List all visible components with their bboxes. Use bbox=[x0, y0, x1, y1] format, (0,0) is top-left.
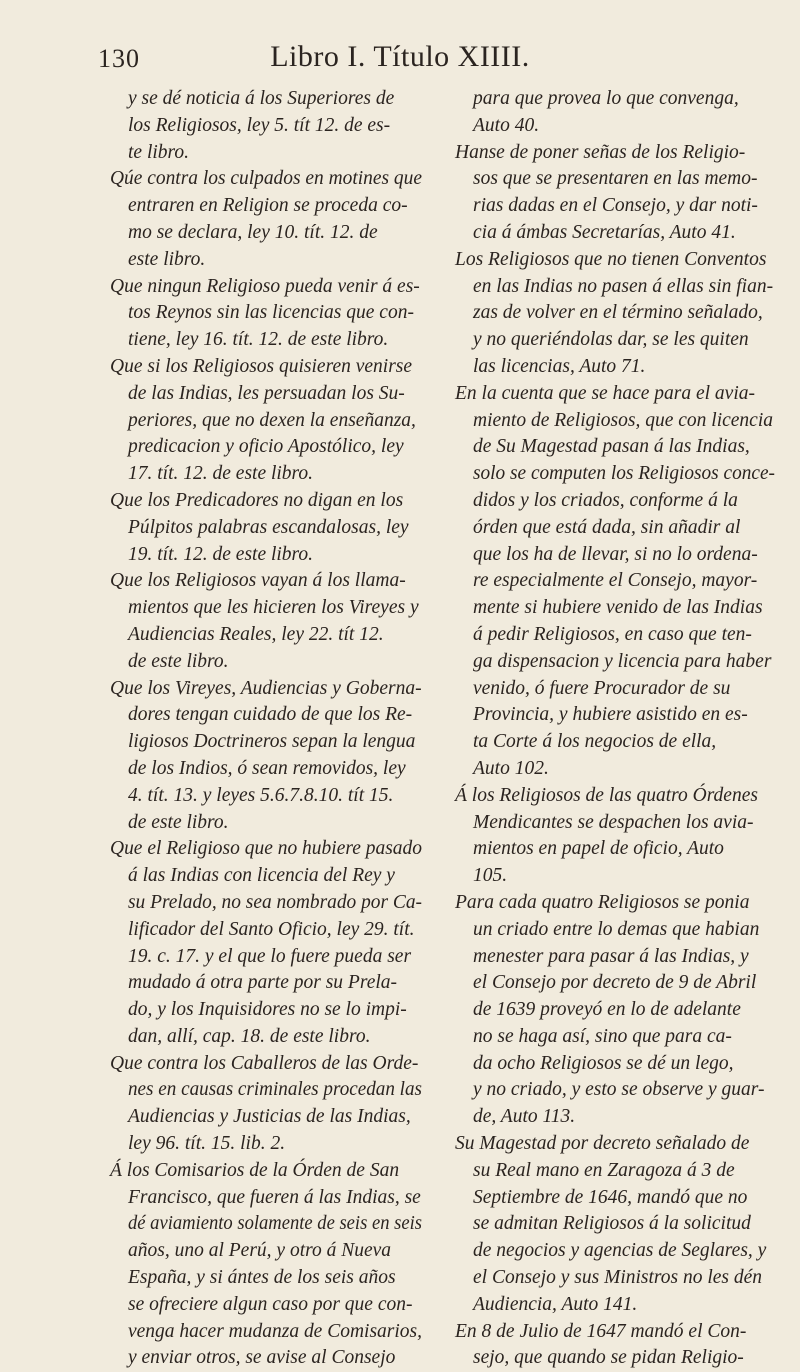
text-line: cia á ámbas Secretarías, Auto 41. bbox=[473, 221, 736, 243]
text-line: Que los Predicadores no digan en los bbox=[110, 489, 404, 511]
text-line: mo se declara, ley 10. tít. 12. de bbox=[128, 221, 378, 243]
text-line: se admitan Religiosos á la solicitud bbox=[473, 1213, 751, 1235]
text-line: de los Indios, ó sean removidos, ley bbox=[128, 757, 406, 779]
right-column bbox=[455, 86, 775, 1372]
text-line: de 1639 proveyó en lo de adelante bbox=[473, 999, 741, 1021]
text-line: para que provea lo que convenga, bbox=[473, 88, 739, 109]
text-line: menester para pasar á las Indias, y bbox=[473, 945, 749, 967]
text-line: En la cuenta que se hace para el avia- bbox=[455, 382, 755, 404]
text-line: 17. tít. 12. de este libro. bbox=[128, 463, 314, 485]
text-line: 19. tít. 12. de este libro. bbox=[128, 543, 314, 565]
text-line: Audiencias Reales, ley 22. tít 12. bbox=[128, 623, 384, 645]
text-line: Los Religiosos que no tienen Conventos bbox=[455, 248, 767, 270]
text-line: Que los Vireyes, Audiencias y Goberna- bbox=[110, 677, 422, 699]
text-line: Auto 102. bbox=[473, 757, 549, 779]
text-line: venga hacer mudanza de Comisarios, bbox=[128, 1320, 422, 1342]
text-line: Púlpitos palabras escandalosas, ley bbox=[128, 516, 409, 538]
text-line: este libro. bbox=[128, 248, 206, 270]
text-line: tiene, ley 16. tít. 12. de este libro. bbox=[128, 329, 389, 351]
page-header bbox=[0, 38, 800, 88]
text-line: 105. bbox=[473, 865, 508, 887]
text-line: los Religiosos, ley 5. tít 12. de es- bbox=[128, 114, 391, 136]
text-line: las licencias, Auto 71. bbox=[473, 355, 646, 377]
text-line: Que si los Religiosos quisieren venirse bbox=[110, 355, 413, 377]
text-line: Para cada quatro Religiosos se ponia bbox=[455, 891, 750, 913]
text-line: Audiencias y Justicias de las Indias, bbox=[128, 1106, 411, 1128]
text-line: que los ha de llevar, si no lo ordena- bbox=[473, 543, 758, 565]
text-line: predicacion y oficio Apostólico, ley bbox=[128, 436, 404, 458]
text-line: venido, ó fuere Procurador de su bbox=[473, 677, 731, 699]
text-line: ta Corte á los negocios de ella, bbox=[473, 731, 717, 753]
text-line: en las Indias no pasen á ellas sin fian- bbox=[473, 275, 774, 297]
page-number: 130 bbox=[98, 44, 140, 73]
text-line: mudado á otra parte por su Prela- bbox=[128, 972, 398, 994]
text-line: zas de volver en el término señalado, bbox=[473, 302, 763, 324]
text-line: Que el Religioso que no hubiere pasado bbox=[110, 838, 422, 860]
text-line: ligiosos Doctrineros sepan la lengua bbox=[128, 731, 416, 753]
text-line: sejo, que quando se pidan Religio- bbox=[473, 1347, 744, 1369]
text-line: y no queriéndolas dar, se les quiten bbox=[473, 329, 749, 351]
text-line: de Su Magestad pasan á las Indias, bbox=[473, 436, 750, 458]
text-line: y se dé noticia á los Superiores de bbox=[128, 88, 395, 109]
text-line: órden que está dada, sin añadir al bbox=[473, 516, 741, 538]
text-line: de este libro. bbox=[128, 650, 229, 672]
running-title: Libro I. Título XIIII. bbox=[270, 40, 530, 73]
text-line: 19. c. 17. y el que lo fuere pueda ser bbox=[128, 945, 412, 967]
text-line: te libro. bbox=[128, 141, 190, 163]
text-line: Que los Religiosos vayan á los llama- bbox=[110, 570, 406, 592]
text-line: España, y si ántes de los seis años bbox=[128, 1267, 396, 1289]
text-line: de, Auto 113. bbox=[473, 1106, 576, 1128]
text-line: entraren en Religion se proceda co- bbox=[128, 195, 408, 217]
text-line: á las Indias con licencia del Rey y bbox=[128, 865, 395, 887]
text-line: Hanse de poner señas de los Religio- bbox=[455, 141, 746, 163]
text-line: Francisco, que fueren á las Indias, se bbox=[128, 1186, 421, 1208]
text-line: dan, allí, cap. 18. de este libro. bbox=[128, 1025, 371, 1047]
text-line: nes en causas criminales procedan las bbox=[128, 1079, 422, 1101]
text-line: ley 96. tít. 15. lib. 2. bbox=[128, 1133, 286, 1155]
text-line: re especialmente el Consejo, mayor- bbox=[473, 570, 758, 592]
text-line: dé aviamiento solamente de seis en seis bbox=[128, 1213, 422, 1235]
text-line: didos y los criados, conforme á la bbox=[473, 489, 738, 511]
text-line: Septiembre de 1646, mandó que no bbox=[473, 1186, 748, 1208]
text-line: lificador del Santo Oficio, ley 29. tít. bbox=[128, 918, 415, 940]
text-line: de negocios y agencias de Seglares, y bbox=[473, 1240, 767, 1262]
text-line: mente si hubiere venido de las Indias bbox=[473, 597, 763, 619]
text-line: su Prelado, no sea nombrado por Ca- bbox=[128, 891, 422, 913]
left-column bbox=[110, 86, 422, 1372]
text-line: Mendicantes se despachen los avia- bbox=[473, 811, 754, 833]
text-line: 4. tít. 13. y leyes 5.6.7.8.10. tít 15. bbox=[128, 784, 394, 806]
text-line: solo se computen los Religiosos conce- bbox=[473, 463, 775, 485]
text-line: rias dadas en el Consejo, y dar noti- bbox=[473, 195, 758, 217]
text-line: un criado entre lo demas que habian bbox=[473, 918, 760, 940]
text-line: el Consejo por decreto de 9 de Abril bbox=[473, 972, 757, 994]
text-line: se ofreciere algun caso por que con- bbox=[128, 1293, 413, 1315]
text-line: ga dispensacion y licencia para haber bbox=[473, 650, 772, 672]
text-line: Su Magestad por decreto señalado de bbox=[455, 1133, 750, 1155]
text-line: Provincia, y hubiere asistido en es- bbox=[473, 704, 748, 726]
text-line: dores tengan cuidado de que los Re- bbox=[128, 704, 413, 726]
text-line: En 8 de Julio de 1647 mandó el Con- bbox=[455, 1320, 747, 1342]
text-line: sos que se presentaren en las memo- bbox=[473, 168, 758, 190]
text-line: Que ningun Religioso pueda venir á es- bbox=[110, 275, 420, 297]
text-line: de este libro. bbox=[128, 811, 229, 833]
text-line: y enviar otros, se avise al Consejo bbox=[128, 1347, 396, 1369]
text-line: Qúe contra los culpados en motines que bbox=[110, 168, 422, 190]
text-line: Que contra los Caballeros de las Orde- bbox=[110, 1052, 419, 1074]
text-line: periores, que no dexen la enseñanza, bbox=[128, 409, 416, 431]
text-line: Á los Religiosos de las quatro Órdenes bbox=[455, 784, 758, 806]
text-line: el Consejo y sus Ministros no les dén bbox=[473, 1267, 763, 1289]
text-line: á pedir Religiosos, en caso que ten- bbox=[473, 623, 752, 645]
text-line: y no criado, y esto se observe y guar- bbox=[473, 1079, 765, 1101]
text-line: años, uno al Perú, y otro á Nueva bbox=[128, 1240, 392, 1262]
text-line: da ocho Religiosos se dé un lego, bbox=[473, 1052, 734, 1074]
text-line: mientos que les hicieren los Vireyes y bbox=[128, 597, 419, 619]
text-line: do, y los Inquisidores no se lo impi- bbox=[128, 999, 407, 1021]
text-line: miento de Religiosos, que con licencia bbox=[473, 409, 774, 431]
text-line: Auto 40. bbox=[473, 114, 540, 136]
text-line: mientos en papel de oficio, Auto bbox=[473, 838, 724, 860]
text-line: tos Reynos sin las licencias que con- bbox=[128, 302, 414, 324]
text-line: su Real mano en Zaragoza á 3 de bbox=[473, 1159, 735, 1181]
text-line: Á los Comisarios de la Órden de San bbox=[110, 1159, 400, 1181]
text-line: no se haga así, sino que para ca- bbox=[473, 1025, 732, 1047]
text-line: Audiencia, Auto 141. bbox=[473, 1293, 638, 1315]
text-line: de las Indias, les persuadan los Su- bbox=[128, 382, 405, 404]
